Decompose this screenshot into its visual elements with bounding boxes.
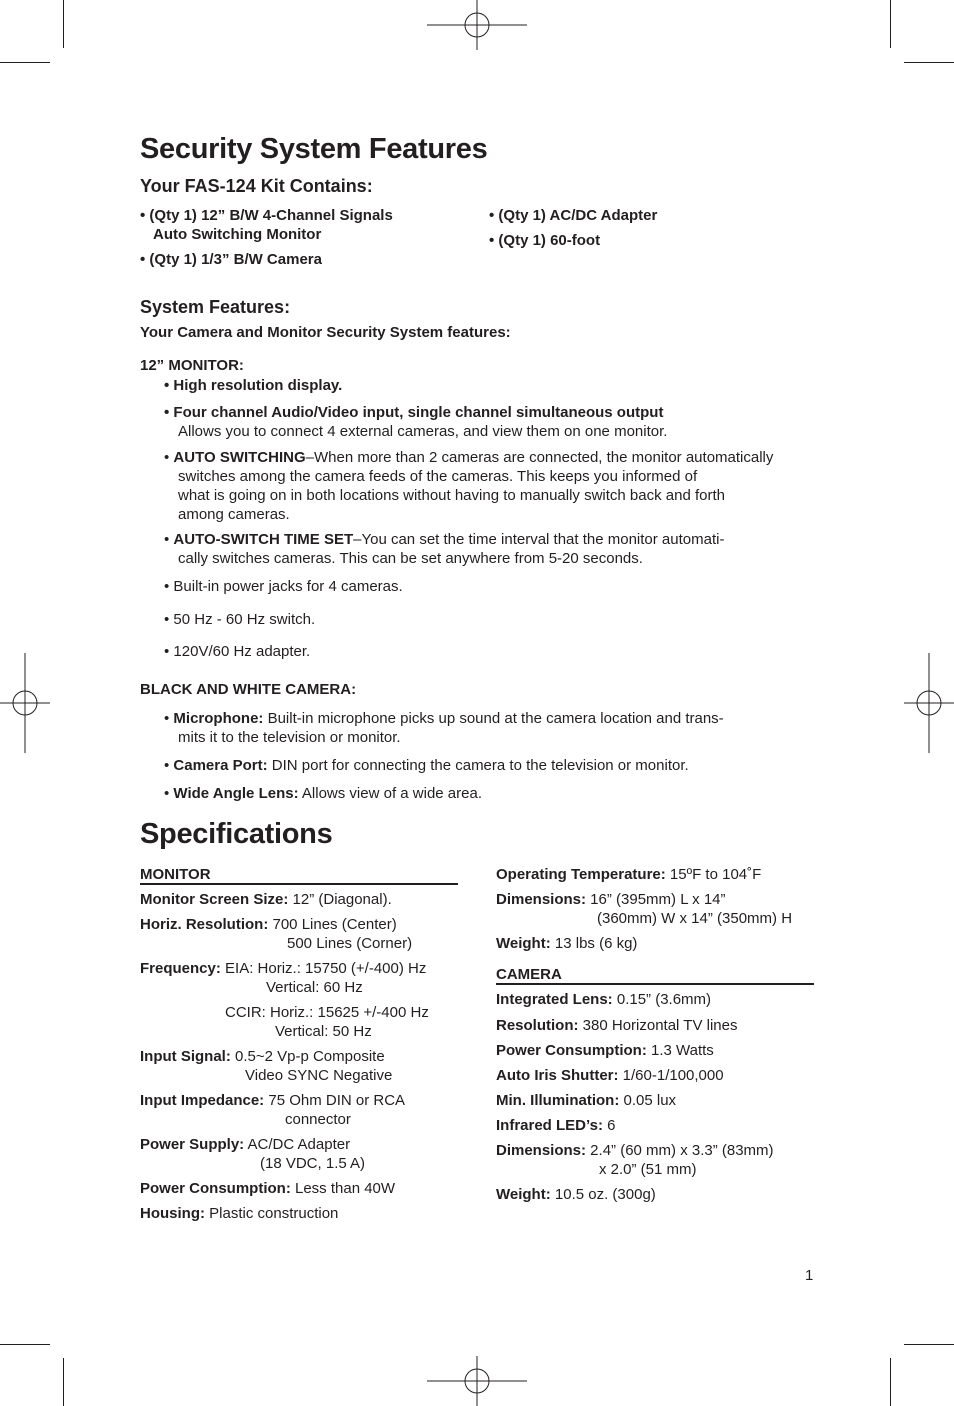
crop-mark bbox=[904, 1344, 954, 1345]
spec-value: 16” (395mm) L x 14” bbox=[586, 891, 726, 908]
spec-value: 380 Horizontal TV lines bbox=[578, 1017, 738, 1034]
monitor-feature-text: cally switches cameras. This can be set anywhere from 5-20 seconds. bbox=[178, 550, 643, 567]
feature-name: AUTO SWITCHING bbox=[173, 449, 306, 466]
kit-item: • (Qty 1) 60-foot bbox=[489, 232, 601, 249]
spec-label: Weight: bbox=[496, 935, 551, 952]
spec-label: Power Supply: bbox=[140, 1136, 245, 1153]
spec-row bbox=[140, 1204, 338, 1223]
spec-label: Weight: bbox=[496, 1186, 551, 1203]
crop-mark bbox=[890, 1358, 891, 1406]
crop-mark bbox=[0, 62, 50, 63]
registration-mark-icon bbox=[0, 653, 50, 753]
camera-feature bbox=[164, 784, 482, 803]
camera-features-heading: BLACK AND WHITE CAMERA: bbox=[140, 681, 357, 698]
spec-label: Auto Iris Shutter: bbox=[496, 1067, 619, 1084]
spec-label: Monitor Screen Size: bbox=[140, 891, 289, 908]
spec-value: 75 Ohm DIN or RCA bbox=[264, 1092, 406, 1109]
registration-mark-icon bbox=[904, 653, 954, 753]
monitor-feature bbox=[164, 448, 773, 467]
spec-row bbox=[496, 1141, 774, 1160]
spec-row bbox=[496, 1116, 615, 1135]
feature-text: Allows view of a wide area. bbox=[298, 785, 482, 802]
feature-text: Built-in microphone picks up sound at the camera location and trans- bbox=[263, 710, 724, 727]
feature-name: AUTO-SWITCH TIME SET bbox=[173, 531, 354, 548]
spec-value: 1.3 Watts bbox=[646, 1042, 714, 1059]
kit-item: • (Qty 1) AC/DC Adapter bbox=[489, 207, 658, 224]
monitor-feature: • 50 Hz - 60 Hz switch. bbox=[164, 611, 316, 628]
spec-row bbox=[140, 915, 397, 934]
camera-feature bbox=[164, 709, 724, 728]
spec-value: (360mm) W x 14” (350mm) H bbox=[597, 910, 793, 927]
spec-row bbox=[496, 1185, 656, 1204]
section-rule bbox=[140, 883, 458, 885]
spec-value: 0.15” (3.6mm) bbox=[612, 991, 712, 1008]
spec-label: Integrated Lens: bbox=[496, 991, 613, 1008]
spec-value: Vertical: 60 Hz bbox=[266, 979, 363, 996]
kit-item: • (Qty 1) 1/3” B/W Camera bbox=[140, 251, 322, 268]
spec-value: 700 Lines (Center) bbox=[268, 916, 397, 933]
monitor-feature bbox=[164, 530, 724, 549]
registration-mark-icon bbox=[427, 0, 527, 50]
camera-spec-heading: CAMERA bbox=[496, 966, 562, 983]
spec-value: 13 lbs (6 kg) bbox=[550, 935, 638, 952]
crop-mark bbox=[0, 1344, 50, 1345]
spec-row bbox=[140, 890, 392, 909]
spec-label: Infrared LED’s: bbox=[496, 1117, 603, 1134]
spec-row bbox=[140, 1135, 350, 1154]
crop-mark bbox=[904, 62, 954, 63]
bullet: • bbox=[164, 785, 174, 802]
spec-label: Frequency: bbox=[140, 960, 221, 977]
spec-value: Video SYNC Negative bbox=[245, 1067, 393, 1084]
camera-feature-text: mits it to the television or monitor. bbox=[178, 729, 401, 746]
spec-value: 12” (Diagonal). bbox=[288, 891, 392, 908]
spec-value: (18 VDC, 1.5 A) bbox=[260, 1155, 366, 1172]
spec-label: Dimensions: bbox=[496, 891, 587, 908]
spec-label: Input Impedance: bbox=[140, 1092, 265, 1109]
bullet: • bbox=[164, 710, 174, 727]
spec-value: 500 Lines (Corner) bbox=[287, 935, 413, 952]
features-intro: Your Camera and Monitor Security System features: bbox=[140, 324, 511, 341]
spec-value: EIA: Horiz.: 15750 (+/-400) Hz bbox=[220, 960, 427, 977]
bullet: • bbox=[164, 531, 174, 548]
feature-text: –You can set the time interval that the monitor automati- bbox=[353, 531, 725, 548]
spec-value: Less than 40W bbox=[290, 1180, 396, 1197]
monitor-feature-text: Allows you to connect 4 external cameras, and view them on one monitor. bbox=[178, 423, 668, 440]
feature-name: Camera Port: bbox=[173, 757, 268, 774]
spec-label: Power Consumption: bbox=[140, 1180, 291, 1197]
spec-row bbox=[496, 890, 726, 909]
spec-value: 0.05 lux bbox=[619, 1092, 677, 1109]
crop-mark bbox=[63, 1358, 64, 1406]
monitor-feature-text: what is going on in both locations without having to manually switch back and forth bbox=[178, 487, 725, 504]
feature-text: –When more than 2 cameras are connected, the monitor automatically bbox=[305, 449, 774, 466]
feature-name: Wide Angle Lens: bbox=[173, 785, 299, 802]
spec-row bbox=[496, 865, 761, 884]
bullet: • bbox=[164, 449, 174, 466]
spec-value: 2.4” (60 mm) x 3.3” (83mm) bbox=[586, 1142, 774, 1159]
spec-value: Vertical: 50 Hz bbox=[275, 1023, 372, 1040]
spec-row bbox=[140, 1047, 385, 1066]
monitor-feature: • 120V/60 Hz adapter. bbox=[164, 643, 311, 660]
kit-item: Auto Switching Monitor bbox=[153, 226, 322, 243]
spec-value: Plastic construction bbox=[205, 1205, 339, 1222]
specifications-title: Specifications bbox=[140, 818, 333, 850]
spec-value: 6 bbox=[602, 1117, 616, 1134]
spec-label: Housing: bbox=[140, 1205, 205, 1222]
monitor-feature: • Built-in power jacks for 4 cameras. bbox=[164, 578, 403, 595]
spec-row bbox=[496, 1041, 714, 1060]
kit-heading: Your FAS-124 Kit Contains: bbox=[140, 176, 373, 196]
monitor-features-heading: 12” MONITOR: bbox=[140, 357, 244, 374]
page-title: Security System Features bbox=[140, 133, 488, 165]
spec-label: Resolution: bbox=[496, 1017, 579, 1034]
spec-value: 0.5~2 Vp-p Composite bbox=[230, 1048, 385, 1065]
spec-value: AC/DC Adapter bbox=[244, 1136, 351, 1153]
spec-row bbox=[496, 1016, 737, 1035]
kit-item: • (Qty 1) 12” B/W 4-Channel Signals bbox=[140, 207, 393, 224]
spec-row bbox=[140, 1179, 395, 1198]
features-heading: System Features: bbox=[140, 297, 291, 317]
spec-label: Min. Illumination: bbox=[496, 1092, 620, 1109]
section-rule bbox=[496, 983, 814, 985]
spec-value: connector bbox=[285, 1111, 351, 1128]
monitor-feature: • Four channel Audio/Video input, single channel simultaneous output bbox=[164, 404, 664, 421]
spec-value: CCIR: Horiz.: 15625 +/-400 Hz bbox=[225, 1004, 429, 1021]
page-number: 1 bbox=[805, 1267, 814, 1284]
spec-label: Input Signal: bbox=[140, 1048, 231, 1065]
spec-value: x 2.0” (51 mm) bbox=[599, 1161, 697, 1178]
crop-mark bbox=[63, 0, 64, 48]
spec-value: 10.5 oz. (300g) bbox=[550, 1186, 656, 1203]
bullet: • bbox=[164, 757, 174, 774]
camera-feature bbox=[164, 756, 689, 775]
spec-row bbox=[140, 959, 426, 978]
feature-name: Microphone: bbox=[173, 710, 264, 727]
spec-value: 1/60-1/100,000 bbox=[618, 1067, 724, 1084]
spec-row bbox=[496, 1066, 724, 1085]
spec-row bbox=[140, 1091, 405, 1110]
spec-label: Operating Temperature: bbox=[496, 866, 666, 883]
monitor-feature-text: switches among the camera feeds of the cameras. This keeps you informed of bbox=[178, 468, 698, 485]
spec-label: Dimensions: bbox=[496, 1142, 587, 1159]
spec-label: Horiz. Resolution: bbox=[140, 916, 269, 933]
spec-row bbox=[496, 934, 637, 953]
monitor-spec-heading: MONITOR bbox=[140, 866, 211, 883]
monitor-feature-text: among cameras. bbox=[178, 506, 290, 523]
feature-text: DIN port for connecting the camera to the television or monitor. bbox=[267, 757, 689, 774]
spec-row bbox=[496, 990, 711, 1009]
spec-row bbox=[496, 1091, 676, 1110]
crop-mark bbox=[890, 0, 891, 48]
monitor-feature: • High resolution display. bbox=[164, 377, 343, 394]
registration-mark-icon bbox=[427, 1356, 527, 1406]
spec-label: Power Consumption: bbox=[496, 1042, 647, 1059]
spec-value: 15ºF to 104˚F bbox=[665, 866, 762, 883]
